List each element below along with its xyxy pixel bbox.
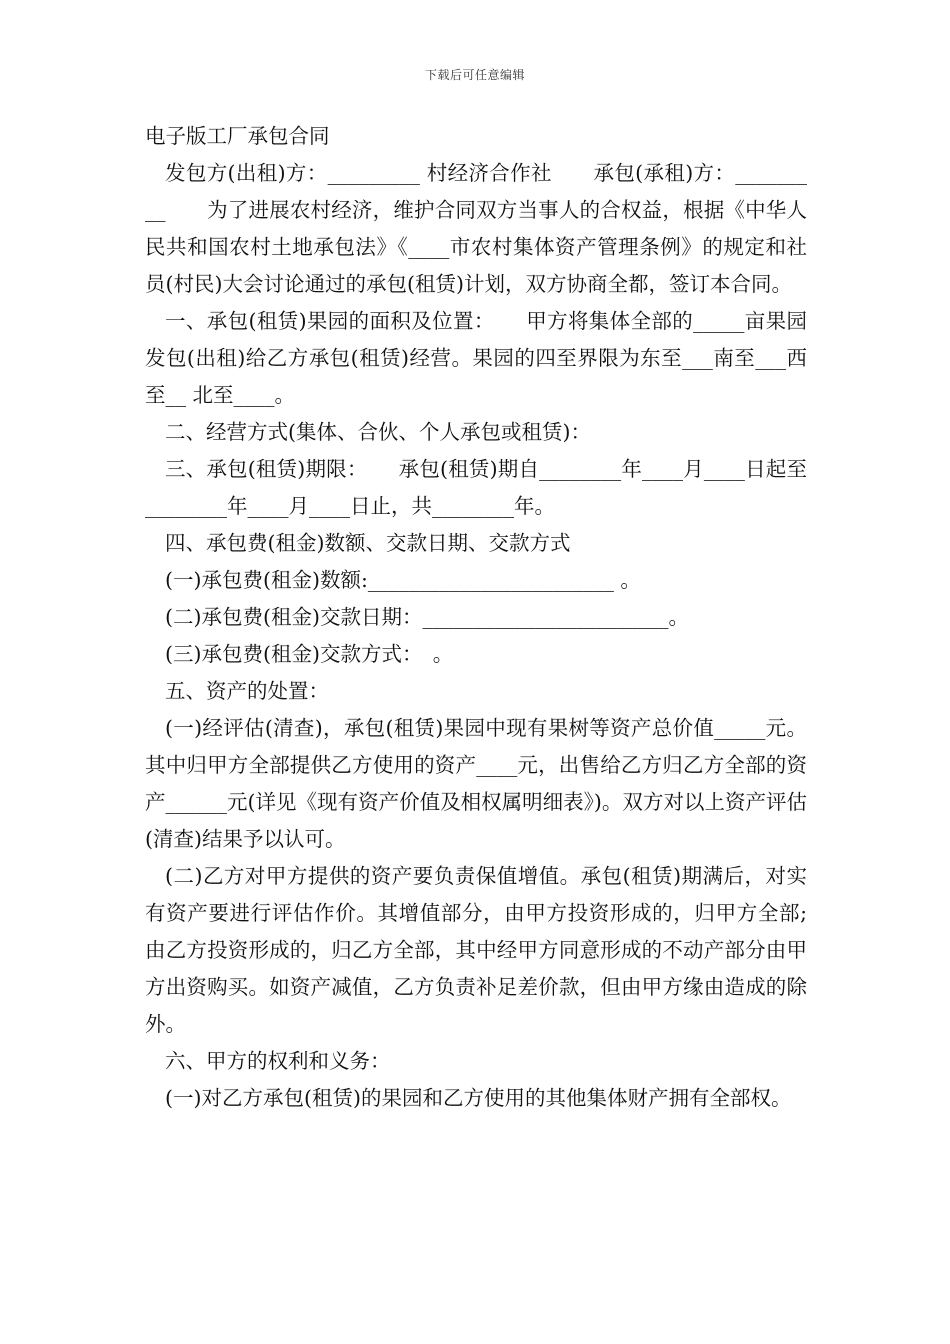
paragraph-section-5-2: (二)乙方对甲方提供的资产要负责保值增值。承包(租赁)期满后，对实有资产要进行评估作价。其增值部分，由甲方投资形成的，归甲方全部;由乙方投资形成的，归乙方全部，其中经甲方同意形成的不动产部分由甲方出资购买。如资产减值，乙方负责补足差价款，但由甲方缘由造成的除外。	[145, 864, 807, 1036]
paragraph-section-4-2: (二)承包费(租金)交款日期：________________________。	[165, 605, 689, 629]
document-title: 电子版工厂承包合同	[145, 124, 330, 148]
paragraph-parties: 发包方(出租)方：_________ 村经济合作社 承包(承租)方：_________ 为了进展农村经济，维护合同双方当事人的合权益，根据《中华人民共和国农村土地承包法》《____市农村集体资产管理条例》的规定和社员(村民)大会讨论通过的承包(租赁)计划，双方协商全都，签订本合同。	[145, 161, 807, 296]
document-body	[145, 118, 807, 1117]
paragraph-section-5: 五、资产的处置：	[165, 679, 329, 703]
paragraph-section-6: 六、甲方的权利和义务：	[165, 1049, 391, 1073]
paragraph-section-5-1: (一)经评估(清查)，承包(租赁)果园中现有果树等资产总价值_____元。其中归甲方全部提供乙方使用的资产____元，出售给乙方归乙方全部的资产______元(详见《现有资产价值及相权属明细表》)。双方对以上资产评估(清查)结果予以认可。	[145, 716, 807, 851]
header-note: 下载后可任意编辑	[424, 68, 525, 82]
paragraph-section-3: 三、承包(租赁)期限： 承包(租赁)期自________年____月____日起至________年____月____日止，共________年。	[145, 457, 807, 518]
paragraph-section-4-1: (一)承包费(租金)数额:________________________ 。	[165, 568, 641, 592]
paragraph-section-6-1: (一)对乙方承包(租赁)的果园和乙方使用的其他集体财产拥有全部权。	[165, 1086, 792, 1110]
paragraph-section-1: 一、承包(租赁)果园的面积及位置： 甲方将集体全部的_____亩果园发包(出租)给乙方承包(租赁)经营。果园的四至界限为东至___南至___西至__ 北至____。	[145, 309, 807, 407]
paragraph-section-4-3: (三)承包费(租金)交款方式： 。	[165, 642, 454, 666]
paragraph-section-4: 四、承包费(租金)数额、交款日期、交款方式	[165, 531, 571, 555]
paragraph-section-2: 二、经营方式(集体、合伙、个人承包或租赁)：	[165, 420, 591, 444]
